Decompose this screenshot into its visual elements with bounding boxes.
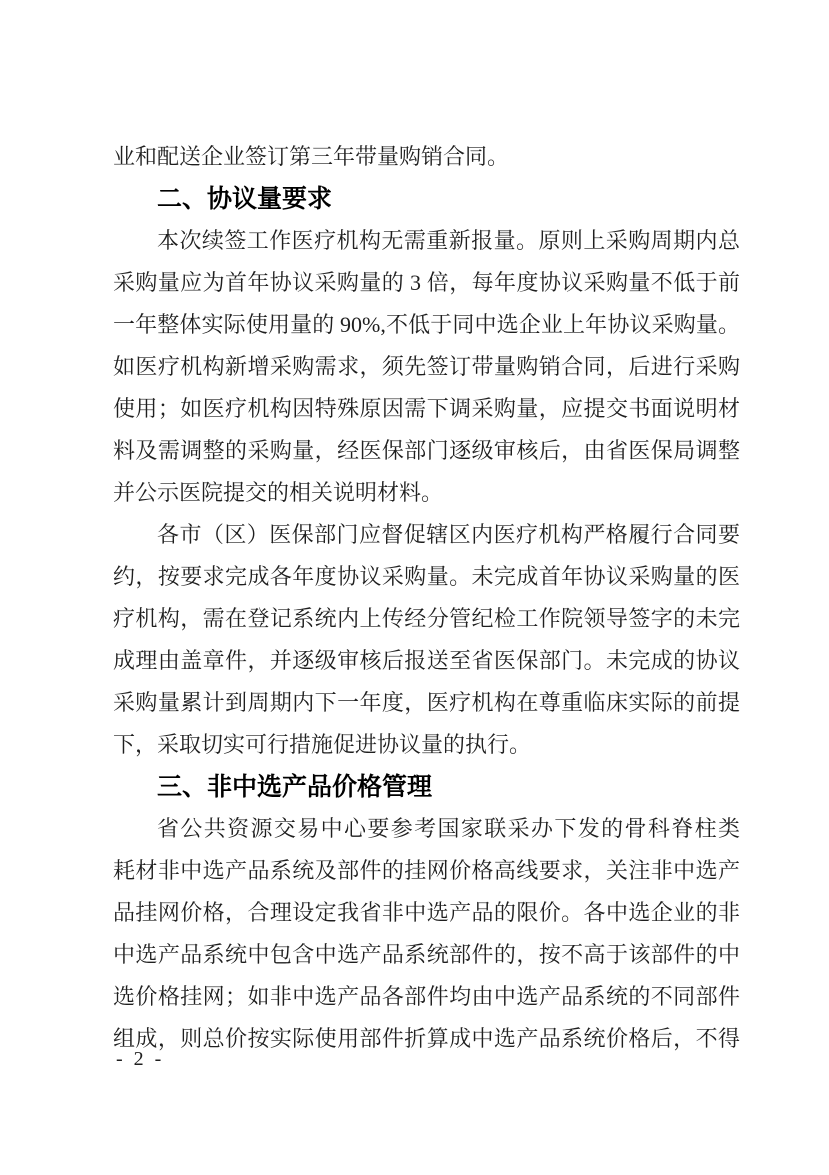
body-text-line: 疗机构，需在登记系统内上传经分管纪检工作院领导签字的未完 [113, 606, 740, 631]
body-text-line: 一年整体实际使用量的 90%,不低于同中选企业上年协议采购量。 [113, 312, 740, 337]
body-text-line: 组成，则总价按实际使用部件折算成中选产品系统价格后，不得 [113, 1026, 740, 1051]
body-text-line: 中选产品系统中包含中选产品系统部件的，按不高于该部件的中 [113, 942, 740, 967]
section-heading: 二、协议量要求 [157, 185, 333, 213]
body-text-line: 成理由盖章件，并逐级审核后报送至省医保部门。未完成的协议 [113, 648, 740, 673]
document-body [113, 136, 740, 1060]
page-number: - 2 - [116, 1048, 165, 1070]
body-text-line: 采购量累计到周期内下一年度，医疗机构在尊重临床实际的前提 [113, 690, 740, 715]
body-text-line: 料及需调整的采购量，经医保部门逐级审核后，由省医保局调整 [113, 438, 740, 463]
body-text-line: 约，按要求完成各年度协议采购量。未完成首年协议采购量的医 [113, 564, 740, 589]
body-text-line: 采购量应为首年协议采购量的 3 倍，每年度协议采购量不低于前 [113, 270, 740, 295]
body-text-line: 如医疗机构新增采购需求，须先签订带量购销合同，后进行采购 [113, 354, 740, 379]
body-text-line: 下，采取切实可行措施促进协议量的执行。 [113, 732, 532, 757]
body-text-line: 本次续签工作医疗机构无需重新报量。原则上采购周期内总 [157, 228, 740, 253]
body-text-line: 各市（区）医保部门应督促辖区内医疗机构严格履行合同要 [157, 522, 740, 547]
body-text-line: 省公共资源交易中心要参考国家联采办下发的骨科脊柱类 [157, 816, 740, 841]
section-heading: 三、非中选产品价格管理 [157, 773, 433, 801]
body-text-line: 选价格挂网；如非中选产品各部件均由中选产品系统的不同部件 [113, 984, 740, 1009]
body-text-line: 使用；如医疗机构因特殊原因需下调采购量，应提交书面说明材 [113, 396, 740, 421]
body-text-line: 品挂网价格，合理设定我省非中选产品的限价。各中选企业的非 [113, 900, 740, 925]
body-text-line: 业和配送企业签订第三年带量购销合同。 [113, 144, 510, 169]
body-text-line: 并公示医院提交的相关说明材料。 [113, 480, 444, 505]
body-text-line: 耗材非中选产品系统及部件的挂网价格高线要求，关注非中选产 [113, 858, 740, 883]
